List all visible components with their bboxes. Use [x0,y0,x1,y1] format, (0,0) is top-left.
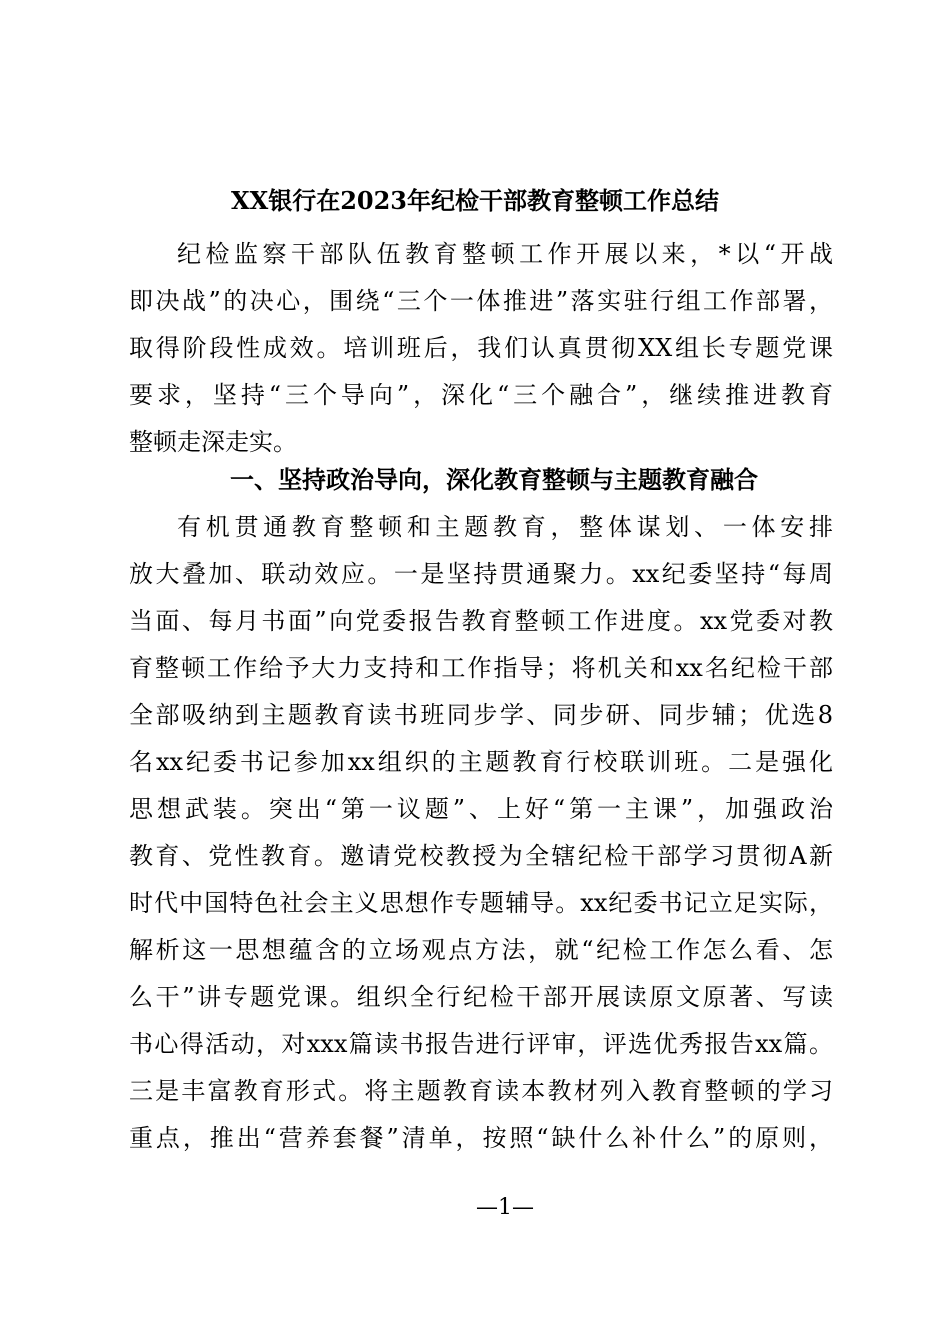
body-line: 么干”讲专题党课。组织全行纪检干部开展读原文原著、写读 [129,983,833,1011]
body-line: 名xx纪委书记参加xx组织的主题教育行校联训班。二是强化 [129,748,833,776]
body-line: 书心得活动，对xxx篇读书报告进行评审，评选优秀报告xx篇。 [129,1030,833,1058]
body-line: 当面、每月书面”向党委报告教育整顿工作进度。xx党委对教 [129,607,833,635]
body-line: 重点，推出“营养套餐”清单，按照“缺什么补什么”的原则， [129,1124,833,1152]
intro-line: 取得阶段性成效。培训班后，我们认真贯彻XX组长专题党课 [129,334,833,362]
body-line: 教育、党性教育。邀请党校教授为全辖纪检干部学习贯彻A新 [129,842,833,870]
body-line: 育整顿工作给予大力支持和工作指导；将机关和xx名纪检干部 [129,654,833,682]
intro-line: 整顿走深走实。 [129,428,297,456]
intro-line: 即决战”的决心，围绕“三个一体推进”落实驻行组工作部署， [129,287,833,315]
section-heading: 一、坚持政治导向，深化教育整顿与主题教育融合 [230,466,758,494]
document-title: XX银行在2023年纪检干部教育整顿工作总结 [230,186,720,215]
intro-line: 纪检监察干部队伍教育整顿工作开展以来，*以“开战 [177,240,833,268]
body-line: 有机贯通教育整顿和主题教育，整体谋划、一体安排 [177,513,833,541]
body-line: 时代中国特色社会主义思想作专题辅导。xx纪委书记立足实际， [129,889,833,917]
intro-line: 要求，坚持“三个导向”，深化“三个融合”，继续推进教育 [129,381,833,409]
body-line: 思想武装。突出“第一议题”、上好“第一主课”，加强政治 [129,795,833,823]
body-line: 三是丰富教育形式。将主题教育读本教材列入教育整顿的学习 [129,1077,833,1105]
body-line: 解析这一思想蕴含的立场观点方法，就“纪检工作怎么看、怎 [129,936,833,964]
body-line: 全部吸纳到主题教育读书班同步学、同步研、同步辅；优选8 [129,701,833,729]
body-line: 放大叠加、联动效应。一是坚持贯通聚力。xx纪委坚持“每周 [129,560,833,588]
page-number: —1— [476,1195,534,1220]
